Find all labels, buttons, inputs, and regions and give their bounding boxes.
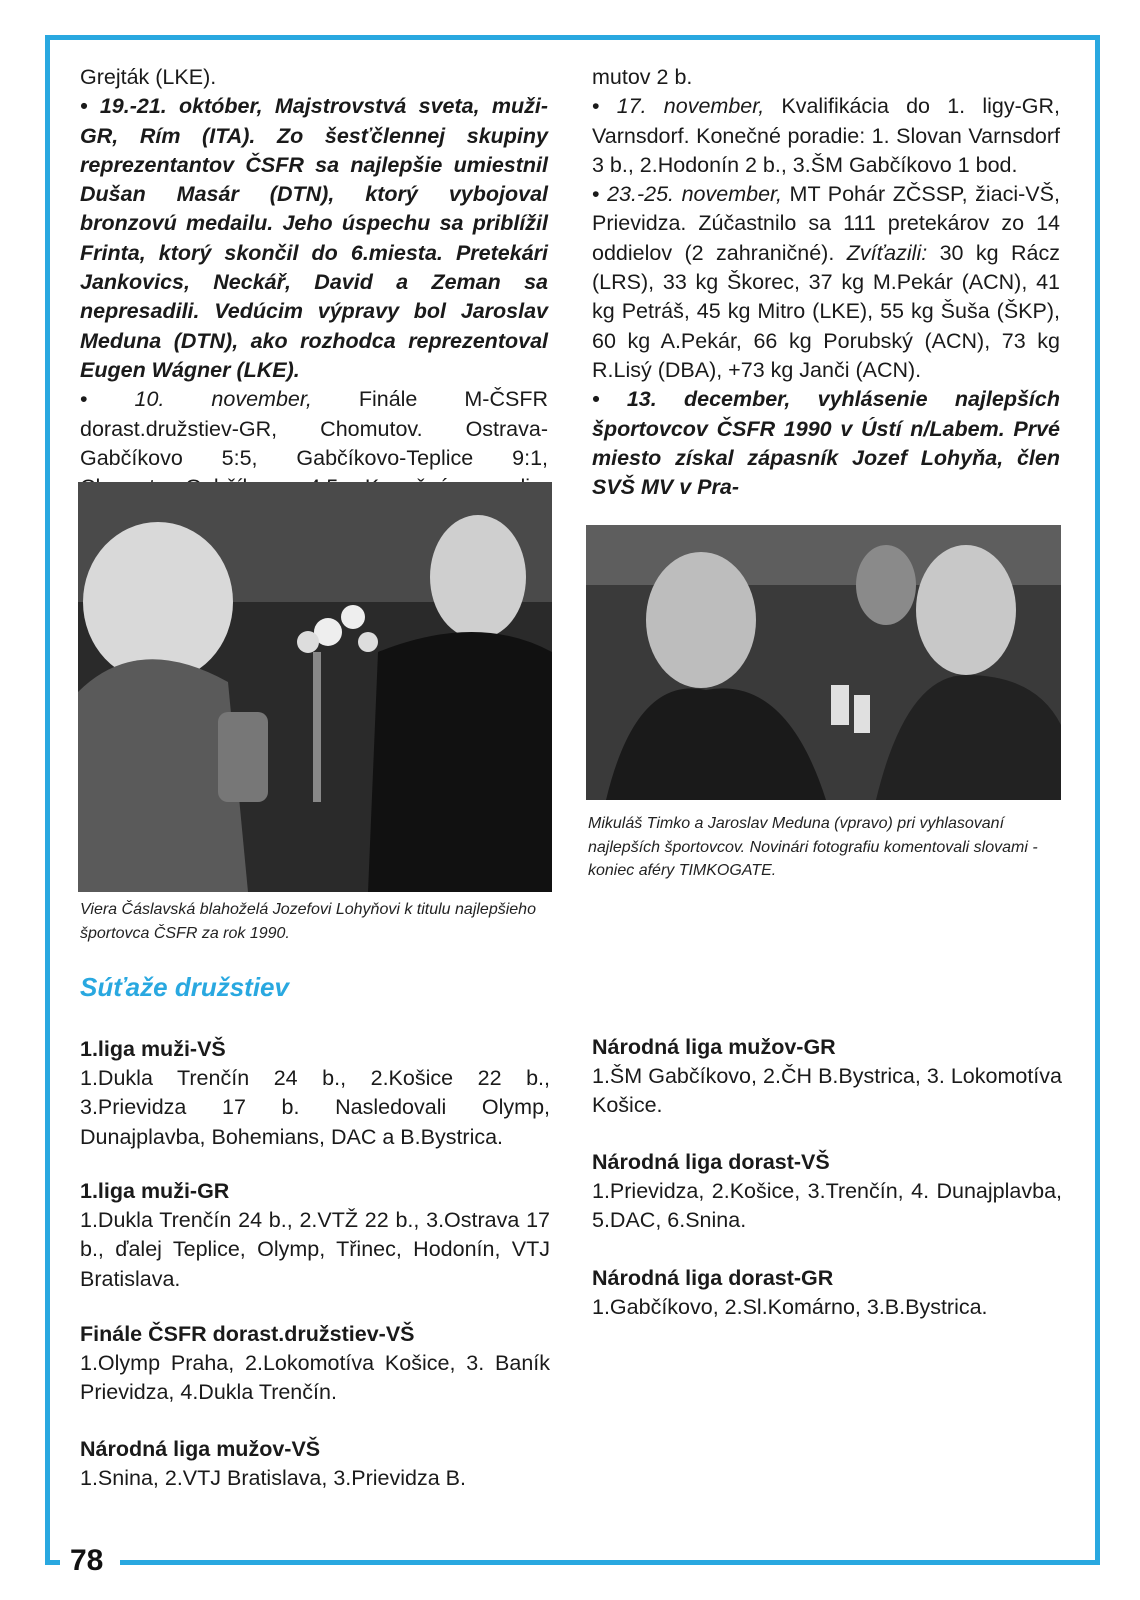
paragraph-text: 30 kg Rácz (LRS), 33 kg Škorec, 37 kg M.Pekár (ACN), 41 kg Petráš, 45 kg Mitro (LKE), 55 kg Šuša (ŠKP), 60 kg A.Pekár, 66 kg Porubský (ACN), 73 kg R.Lisý (DBA), +73 kg Janči (ACN). (592, 240, 1060, 382)
team-entry (80, 1035, 550, 1152)
right-text-column (592, 63, 1060, 502)
section-title: Súťaže družstiev (80, 972, 289, 1002)
frame-bottom-line (120, 1560, 1100, 1565)
right-paragraph-tournament (592, 180, 1060, 385)
photo-timko-meduna (586, 525, 1061, 800)
team-results: 1.Snina, 2.VTJ Bratislava, 3.Prievidza B. (80, 1466, 466, 1490)
paragraph-text: Kvalifikácia do 1. ligy-GR, Varnsdorf. Konečné poradie: 1. Slovan Varnsdorf 3 b., 2.Hodonín 2 b., 3.ŠM Gabčíkovo 1 bod. (592, 94, 1060, 177)
team-entry (80, 1435, 550, 1493)
team-entry (592, 1033, 1062, 1121)
right-paragraph-qualification (592, 92, 1060, 180)
team-title: Národná liga mužov-VŠ (80, 1437, 321, 1461)
date-label: 23.-25. november, (607, 182, 782, 207)
team-title: 1.liga muži-GR (80, 1179, 230, 1203)
right-paragraph-1: mutov 2 b. (592, 65, 693, 89)
team-results: 1.Gabčíkovo, 2.Sl.Komárno, 3.B.Bystrica. (592, 1295, 988, 1319)
team-title: Finále ČSFR dorast.družstiev-VŠ (80, 1322, 415, 1346)
team-entry (80, 1320, 550, 1408)
frame-bottom-stub (45, 1560, 60, 1565)
date-label: 17. november, (616, 94, 765, 119)
left-paragraph-1: Grejták (LKE). (80, 65, 217, 89)
team-entry (592, 1148, 1062, 1236)
team-results: 1.ŠM Gabčíkovo, 2.ČH B.Bystrica, 3. Lokomotíva Košice. (592, 1064, 1062, 1118)
team-entry (80, 1177, 550, 1294)
team-title: Národná liga mužov-GR (592, 1035, 836, 1059)
date-label: 10. november, (134, 387, 312, 412)
team-entry (592, 1264, 1062, 1322)
photo-caption-left: Viera Čáslavská blahoželá Jozefovi Lohyňovi k titulu najlepšieho športovca ČSFR za rok 1990. (80, 901, 536, 942)
page-number: 78 (70, 1544, 104, 1577)
paragraph-text: Finále M-ČSFR dorast.družstiev-GR, Chomutov. Ostrava- Gabčíkovo 5:5, Gabčíkovo-Teplice 9:1, (80, 387, 548, 470)
right-paragraph-awards: • 13. december, vyhlásenie najlepších športovcov ČSFR 1990 v Ústí n/Labem. Prvé miesto získal zápasník Jozef Lohyňa, člen SVŠ MV v Pra- (592, 385, 1060, 502)
team-results: 1.Dukla Trenčín 24 b., 2.Košice 22 b., 3.Prievidza 17 b. Nasledovali Olymp, Dunajplavba, Bohemians, DAC a B.Bystrica. (80, 1066, 550, 1149)
team-title: Národná liga dorast-GR (592, 1266, 834, 1290)
winners-label: Zvíťazili: (846, 240, 928, 265)
team-results: 1.Dukla Trenčín 24 b., 2.VTŽ 22 b., 3.Ostrava 17 b., ďalej Teplice, Olymp, Třinec, Hodonín, VTJ Bratislava. (80, 1208, 550, 1291)
team-title: Národná liga dorast-VŠ (592, 1150, 830, 1174)
team-results: 1.Olymp Praha, 2.Lokomotíva Košice, 3. Baník Prievidza, 4.Dukla Trenčín. (80, 1351, 550, 1405)
left-paragraph-worlds: • 19.-21. október, Majstrovstvá sveta, muži-GR, Rím (ITA). Zo šesťčlennej skupiny reprezentantov ČSFR sa najlepšie umiestnil Dušan Masár (DTN), ktorý vybojoval bronzovú medailu. Jeho úspechu sa priblížil Frinta, ktorý skončil do 6.miesta. Pretekári Jankovics, Neckář, David a Zeman sa nepresadili. Vedúcim výpravy bol Jaroslav Meduna (DTN), ako rozhodca reprezentoval Eugen Wágner (LKE). (80, 92, 548, 385)
team-results: 1.Prievidza, 2.Košice, 3.Trenčín, 4. Dunajplavba, 5.DAC, 6.Snina. (592, 1179, 1062, 1233)
team-title: 1.liga muži-VŠ (80, 1037, 226, 1061)
paragraph-text: MT Pohár ZČSSP, žiaci-VŠ, Prievidza. Zúčastnilo sa 111 pretekárov zo 14 oddielov (2 zahraničné). (592, 182, 1060, 265)
photo-caslavska-lohyna (78, 482, 552, 892)
photo-caption-right: Mikuláš Timko a Jaroslav Meduna (vpravo) pri vyhlasovaní najlepších športovcov. Novinári fotografiu komentovali slovami - koniec aféry TIMKOGATE. (588, 815, 1038, 879)
